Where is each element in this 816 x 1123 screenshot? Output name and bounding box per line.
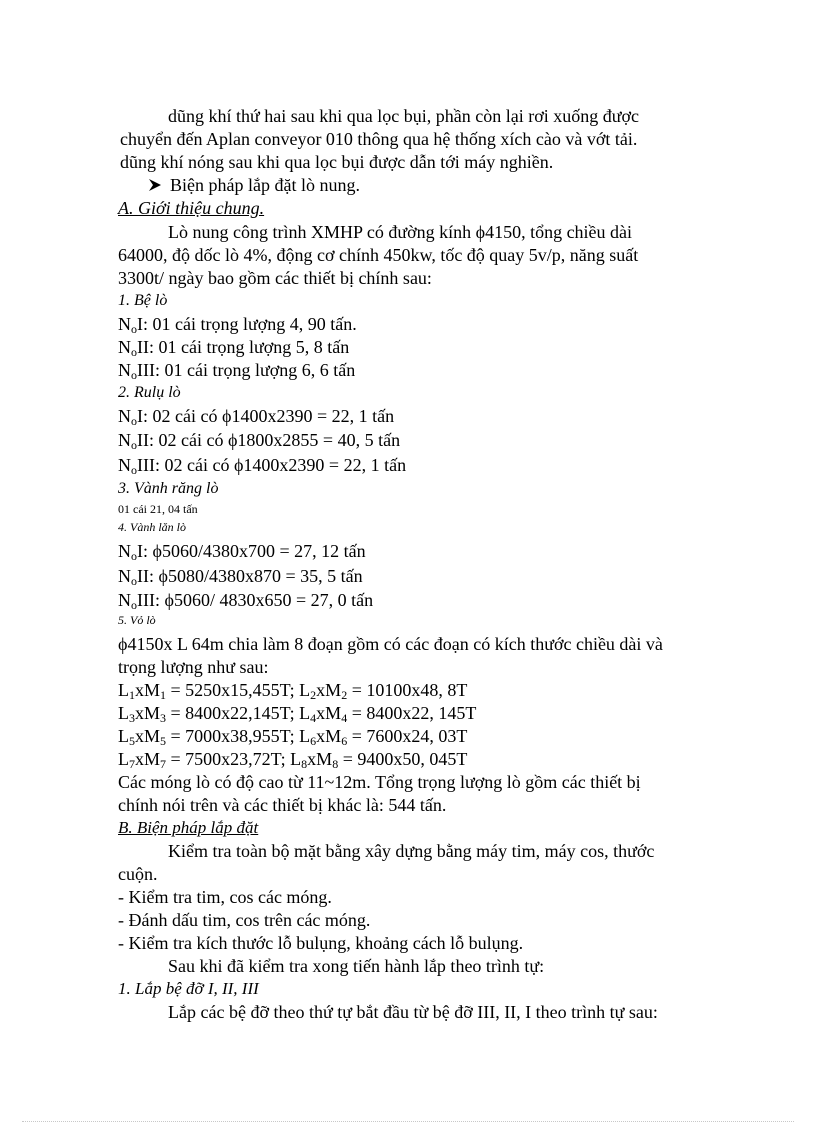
paragraph-line: Lò nung công trình XMHP có đường kính ϕ4150, tổng chiều dài bbox=[168, 222, 633, 242]
small-text: 01 cái 21, 04 tấn bbox=[118, 502, 198, 516]
segment-line: $L_3xM_3 = 8400x22,145T$; $L_4xM_4 = 8400x22$, 145T bbox=[118, 703, 477, 725]
dash-item: - Kiểm tra kích thước lỗ bulụng, khoảng cách lỗ bulụng. bbox=[118, 933, 524, 953]
paragraph-line: chuyển đến Aplan conveyor 010 thông qua hệ thống xích cào và vớt tải. bbox=[120, 129, 638, 149]
paragraph-line: Sau khi đã kiểm tra xong tiến hành lắp theo trình tự: bbox=[168, 956, 545, 976]
bullet-heading-text: Biện pháp lắp đặt lò nung. bbox=[170, 175, 360, 195]
list-item: $N_oII$: 01 cái trọng lượng 5, 8 tấn bbox=[118, 337, 350, 359]
bullet-heading bbox=[148, 174, 360, 196]
page-bottom-border bbox=[22, 1121, 794, 1122]
list-item: $N_oI$: 02 cái có ϕ1400x2390 = 22, 1 tấn bbox=[118, 406, 395, 428]
subheading: 5. Vỏ lò bbox=[118, 613, 156, 627]
paragraph-line: cuộn. bbox=[118, 864, 158, 884]
paragraph-line: dũng khí nóng sau khi qua lọc bụi được dẫn tới máy nghiền. bbox=[120, 152, 554, 172]
segment-line: $L_7xM_7 = 7500x23,72T$; $L_8xM_8 = 9400x50$, 045T bbox=[118, 749, 468, 771]
dash-item: - Đánh dấu tim, cos trên các móng. bbox=[118, 910, 371, 930]
list-item: $N_oIII$: 01 cái trọng lượng 6, 6 tấn bbox=[118, 360, 356, 382]
list-item: $N_oI$: 01 cái trọng lượng 4, 90 tấn. bbox=[118, 314, 357, 336]
subheading: 1. Lắp bệ đỡ I, II, III bbox=[118, 979, 259, 998]
paragraph-line: ϕ4150x L 64m chia làm 8 đoạn gồm có các đoạn có kích thước chiều dài và bbox=[118, 634, 663, 654]
section-a-heading: A. Giới thiệu chung. bbox=[118, 198, 265, 218]
list-item: $N_oIII$: 02 cái có ϕ1400x2390 = 22, 1 tấn bbox=[118, 455, 407, 477]
subheading: 3. Vành răng lò bbox=[118, 480, 219, 497]
arrow-bullet-icon bbox=[148, 178, 162, 192]
paragraph-line: chính nói trên và các thiết bị khác là: 544 tấn. bbox=[118, 795, 447, 815]
paragraph-line: 3300t/ ngày bao gồm các thiết bị chính sau: bbox=[118, 268, 432, 288]
subheading: 2. Rulụ lò bbox=[118, 384, 181, 401]
segment-line: $L_5xM_5 = 7000x38,955T$; $L_6xM_6 = 7600x24$, 03T bbox=[118, 726, 468, 748]
list-item: $N_oII$: ϕ5080/4380x870 = 35, 5 tấn bbox=[118, 566, 363, 588]
paragraph-line: Các móng lò có độ cao từ 11~12m. Tổng trọng lượng lò gồm các thiết bị bbox=[118, 772, 641, 792]
paragraph-line: trọng lượng như sau: bbox=[118, 657, 269, 677]
section-b-heading: B. Biện pháp lắp đặt bbox=[118, 818, 259, 837]
list-item: $N_oI$: ϕ5060/4380x700 = 27, 12 tấn bbox=[118, 541, 366, 563]
paragraph-line: dũng khí thứ hai sau khi qua lọc bụi, phần còn lại rơi xuống được bbox=[168, 106, 639, 126]
list-item: $N_oIII$: ϕ5060/ 4830x650 = 27, 0 tấn bbox=[118, 590, 374, 612]
subheading: 4. Vành lăn lò bbox=[118, 520, 186, 534]
paragraph-line: Lắp các bệ đỡ theo thứ tự bắt đầu từ bệ đỡ III, II, I theo trình tự sau: bbox=[168, 1002, 658, 1022]
segment-line: $L_1xM_1 = 5250x15,455T$; $L_2xM_2 = 10100x48$, 8T bbox=[118, 680, 468, 702]
subheading: 1. Bệ lò bbox=[118, 292, 168, 309]
list-item: $N_oII$: 02 cái có ϕ1800x2855 = 40, 5 tấn bbox=[118, 430, 401, 452]
dash-item: - Kiểm tra tim, cos các móng. bbox=[118, 887, 332, 907]
paragraph-line: Kiểm tra toàn bộ mặt bằng xây dựng bằng máy tim, máy cos, thước bbox=[168, 841, 655, 861]
paragraph-line: 64000, độ dốc lò 4%, động cơ chính 450kw, tốc độ quay 5v/p, năng suất bbox=[118, 245, 639, 265]
